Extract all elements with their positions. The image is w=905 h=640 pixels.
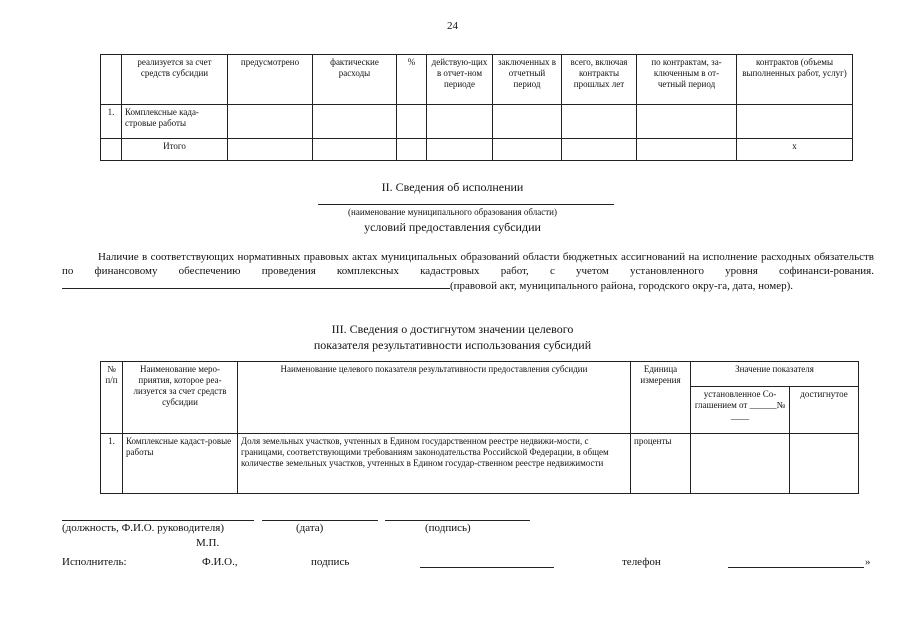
header-cell: всего, включая контракты прошлых лет [562, 55, 637, 105]
table-header-row [101, 55, 853, 105]
section-2-subtitle: условий предоставления субсидии [364, 220, 541, 234]
header-cell: заключенных в отчетный период [493, 55, 562, 105]
signature-label: подпись [311, 556, 350, 568]
table-row [101, 105, 853, 139]
total-row [101, 139, 853, 161]
phone-fill-line [728, 559, 864, 568]
header-achieved: достигнутое [790, 387, 859, 434]
paragraph-end: (правовой акт, муниципального района, городского окру-га, дата, номер). [450, 280, 794, 292]
executor-sign-line [420, 559, 554, 568]
row-number: 1. [101, 434, 123, 494]
header-cell: контрактов (объемы выполненных работ, услуг) [737, 55, 853, 105]
funding-table [100, 54, 853, 161]
total-mark: x [737, 139, 853, 161]
sign-fill-line [385, 512, 530, 521]
executor-label: Исполнитель: [62, 556, 127, 568]
header-cell: реализуется за счет средств субсидии [122, 55, 228, 105]
section-3-title-line2: показателя результативности использования субсидий [313, 338, 592, 352]
header-cell: действую-щих в отчет-ном периоде [427, 55, 493, 105]
closing-quote: » [865, 556, 871, 568]
header-cell: фактические расходы [313, 55, 397, 105]
header-unit: Единица измерения [631, 362, 691, 434]
indicator-table [100, 361, 859, 494]
position-caption: (должность, Ф.И.О. руководителя) [62, 522, 224, 534]
row-name: Комплексные кадаст-ровые работы [123, 434, 238, 494]
header-value: Значение показателя [691, 362, 859, 387]
position-fill-line [62, 512, 254, 521]
legal-act-fill-line [62, 278, 450, 289]
header-cell [101, 55, 122, 105]
row-indicator: Доля земельных участков, учтенных в Едином государственном реестре недвижи-мости, с границами, соответствующими требованиям законодательства Российской Федерации, в общем количестве земельных участков, учтенных в Едином государ-ственном реестре недвижимости [238, 434, 631, 494]
total-label: Итого [122, 139, 228, 161]
row-name: Комплексные када-стровые работы [122, 105, 228, 139]
fio-label: Ф.И.О., [202, 556, 238, 568]
table-header-row [101, 362, 859, 387]
header-cell: предусмотрено [228, 55, 313, 105]
sign-caption: (подпись) [425, 522, 471, 534]
section-2-title: II. Сведения об исполнении [381, 180, 524, 194]
row-unit: проценты [631, 434, 691, 494]
header-num: № п/п [101, 362, 123, 434]
date-fill-line [262, 512, 378, 521]
header-indicator: Наименование целевого показателя результативности предоставления субсидии [238, 362, 631, 434]
municipality-fill-line [318, 196, 614, 205]
header-name: Наименование меро-приятия, которое реа-лизуется за счет средств субсидии [123, 362, 238, 434]
header-cell: по контрактам, за-ключенным в от-четный период [637, 55, 737, 105]
row-number: 1. [101, 105, 122, 139]
section-2-paragraph [62, 250, 874, 293]
section-3-title-line1: III. Сведения о достигнутом значении целевого [331, 322, 574, 336]
table-row [101, 434, 859, 494]
header-set-value: установленное Со-глашением от ______№ ____ [691, 387, 790, 434]
phone-label: телефон [622, 556, 661, 568]
paragraph-start: Наличие в соответствующих нормативных правовых актах муниципальных образований области бюджетных ассигнований на исполнение расходных обязательств по финансовому обеспечению проведения комплексных кадастровых работ, с учетом установленного уровня софинанси-рования. [62, 251, 874, 277]
header-cell: % [397, 55, 427, 105]
page-number: 24 [447, 20, 458, 32]
municipality-caption: (наименование муниципального образования области) [348, 207, 557, 217]
date-caption: (дата) [296, 522, 324, 534]
stamp-label: М.П. [196, 537, 220, 549]
